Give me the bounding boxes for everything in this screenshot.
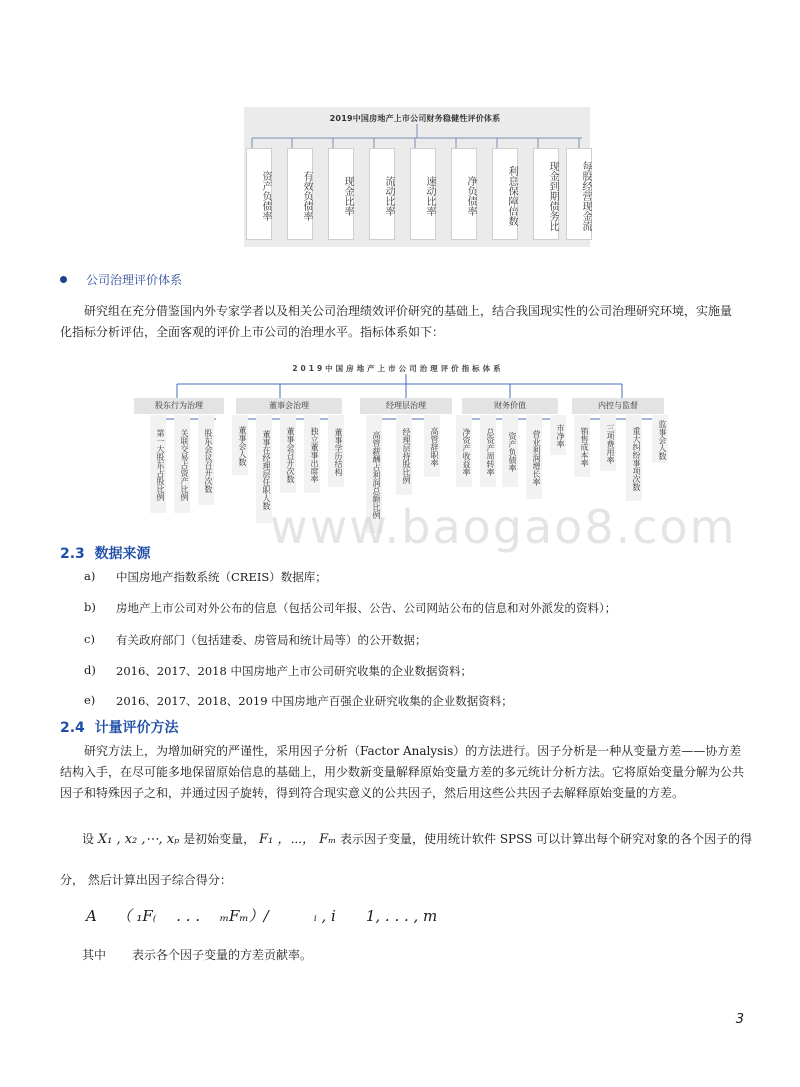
financial-item: 有效负债率	[287, 148, 313, 240]
list-item: 有关政府部门（包括建委、房管局和统计局等）的公开数据；	[116, 633, 427, 647]
governance-leaf: 独立董事出席率	[304, 415, 320, 493]
governance-category: 股东行为治理	[134, 398, 224, 414]
governance-category: 董事会治理	[236, 398, 342, 414]
financial-item: 净负债率	[451, 148, 477, 240]
list-label: b)	[84, 600, 96, 614]
governance-leaf: 董事在经理层任职人数	[256, 415, 272, 523]
financial-item: 流动比率	[369, 148, 395, 240]
financial-item: 速动比率	[410, 148, 436, 240]
governance-leaf: 董事会人数	[232, 415, 248, 475]
governance-leaf: 销售成本率	[574, 415, 590, 477]
section-2-3-heading	[60, 543, 151, 563]
list-label: a)	[84, 569, 96, 583]
financial-item: 现金到期债务比	[533, 148, 559, 240]
governance-leaf: 资产负债率	[502, 415, 518, 487]
governance-heading: 公司治理评价体系	[86, 273, 183, 287]
governance-paragraph: 研究组在充分借鉴国内外专家学者以及相关公司治理绩效评价研究的基础上，结合我国现实性的公司治理研究环境，实施量化指标分析评估，全面客观的评价上市公司的治理水平。指标体系如下：	[60, 304, 733, 339]
list-item: 2016、2017、2018 中国房地产上市公司研究收集的企业数据资料；	[116, 664, 472, 678]
financial-item: 资产负债率	[246, 148, 272, 240]
governance-leaf: 重大纠纷事项次数	[626, 415, 642, 501]
financial-item: 现金比率	[328, 148, 354, 240]
list-label: c)	[84, 632, 95, 646]
financial-chart-title: 2019中国房地产上市公司财务稳健性评价体系	[329, 114, 501, 123]
var-mid: 是初始变量，	[183, 832, 256, 846]
governance-leaf: 关联交易占资产比例	[174, 415, 190, 513]
variable-sentence	[82, 828, 752, 847]
governance-leaf: 经理层持股比例	[396, 415, 412, 495]
governance-leaf: 高管辞职率	[424, 415, 440, 477]
score-line: 分， 然后计算出因子综合得分：	[60, 873, 232, 887]
var-prefix: 设	[82, 832, 95, 846]
governance-leaf: 董事学历结构	[328, 415, 344, 487]
list-item: 中国房地产指数系统（CREIS）数据库；	[116, 570, 327, 584]
governance-chart-title: 2019中国房地产上市公司治理评价指标体系	[292, 364, 504, 373]
list-item: 房地产上市公司对外公布的信息（包括公司年报、公告、公司网站公布的信息和对外派发的资料）；	[116, 601, 617, 615]
governance-leaf: 营业利润增长率	[526, 415, 542, 499]
governance-leaf: 第一大股东占股比例	[150, 415, 166, 513]
governance-leaf: 监事会人数	[652, 415, 668, 463]
list-item: 2016、2017、2018、2019 中国房地产百强企业研究收集的企业数据资料；	[116, 694, 513, 708]
section-number: 2.3	[60, 546, 85, 562]
section-title: 计量评价方法	[94, 720, 179, 736]
governance-leaf: 市净率	[550, 415, 566, 455]
governance-leaf: 董事会召开次数	[280, 415, 296, 493]
list-label: d)	[84, 663, 96, 677]
section-2-4-heading	[60, 717, 179, 737]
financial-item: 利息保障倍数	[492, 148, 518, 240]
governance-leaf: 三项费用率	[600, 415, 616, 471]
watermark: www.baogao8.com	[270, 500, 737, 554]
governance-leaf: 股东会议召开次数	[198, 415, 214, 505]
section-title: 数据来源	[94, 546, 151, 562]
factor-list: F₁ ，⋯， Fₘ	[258, 832, 337, 847]
page-number: 3	[735, 1012, 744, 1027]
governance-leaf: 净资产收益率	[456, 415, 472, 487]
bullet-icon	[60, 276, 67, 283]
governance-category: 财务价值	[462, 398, 558, 414]
list-label: e)	[84, 693, 96, 707]
governance-leaf: 总资产周转率	[480, 415, 496, 487]
where-text: 表示各个因子变量的方差贡献率。	[132, 948, 313, 962]
method-paragraph: 研究方法上，为增加研究的严谨性，采用因子分析（Factor Analysis）的方法进行。因子分析是一种从变量方差——协方差结构入手，在尽可能多地保留原始信息的基础上，用少数新变量解释原始变量方差的多元统计分析方法。它将原始变量分解为公共因子和特殊因子之和，并通过因子旋转，得到符合现实意义的公共因子，然后用这些公共因子去解释原始变量的方差。	[60, 744, 745, 800]
composite-formula: A （ ₁F₍ . . . ₘFₘ）/ ᵢ , i 1, . . . , m	[86, 907, 438, 925]
var-suffix: 表示因子变量，使用统计软件 SPSS 可以计算出每个研究对象的各个因子的得	[340, 832, 753, 846]
financial-item: 每股经营现金流	[566, 148, 592, 240]
governance-category: 内控与监督	[572, 398, 664, 414]
governance-category: 经理层治理	[360, 398, 452, 414]
governance-chart-connectors	[130, 374, 670, 400]
var-list: X₁ , x₂ ,⋯, xₚ	[97, 832, 180, 847]
section-number: 2.4	[60, 720, 85, 736]
where-prefix: 其中	[82, 948, 107, 962]
governance-leaf: 高管薪酬占利润总额比例	[366, 415, 382, 533]
